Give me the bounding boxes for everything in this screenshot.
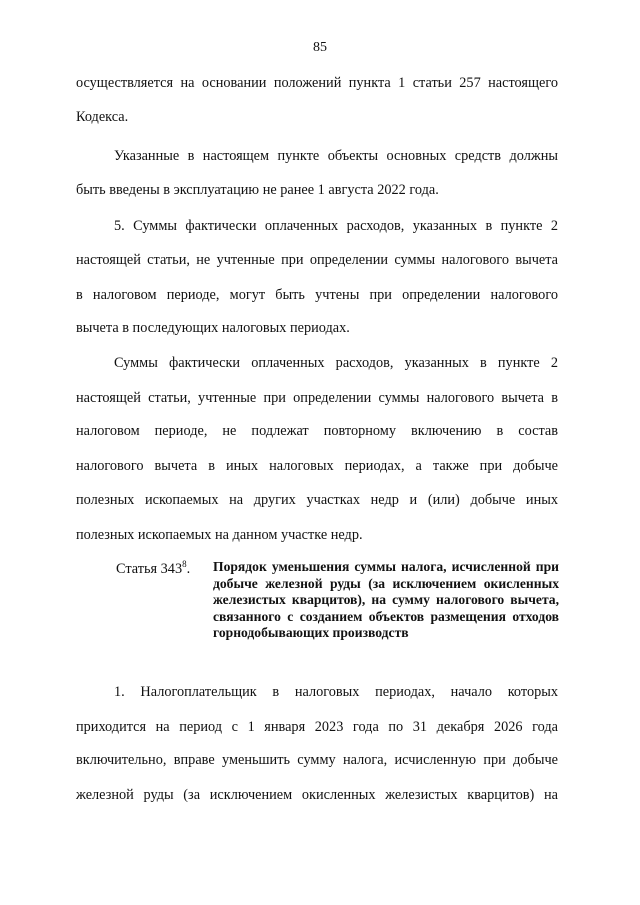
text-line-2: Кодекса. [76,109,129,125]
text-line-3: Указанные в настоящем пункте объекты основных средств должны [114,148,558,164]
text-line-12: налогового вычета в иных налоговых периодах, а также при добыче [76,458,558,474]
text-line-4: быть введены в эксплуатацию не ранее 1 августа 2022 года. [76,182,439,198]
article-label [116,559,190,578]
article-label-suffix: . [186,561,191,577]
article-title: Порядок уменьшения суммы налога, исчисленной при добыче железной руды (за исключением окисленных железистых кварцитов), на сумму налогового вычета, связанного с созданием объектов размещения отходов горнодобывающих производств [213,559,559,640]
text-line-15: 1. Налогоплательщик в налоговых периодах, начало которых [114,684,558,700]
text-line-5: 5. Суммы фактически оплаченных расходов, указанных в пункте 2 [114,218,558,234]
text-line-11: налоговом периоде, не подлежат повторному включению в состав [76,423,558,439]
article-label-text: Статья 343 [116,561,183,577]
text-line-8: вычета в последующих налоговых периодах. [76,320,350,336]
text-line-14: полезных ископаемых на данном участке недр. [76,527,363,543]
text-line-7: в налоговом периоде, могут быть учтены при определении налогового [76,287,558,303]
text-line-1: осуществляется на основании положений пункта 1 статьи 257 настоящего [76,75,558,91]
text-line-10: настоящей статьи, учтенные при определении суммы налогового вычета в [76,390,558,406]
text-line-16: приходится на период с 1 января 2023 года по 31 декабря 2026 года [76,719,558,735]
text-line-18: железной руды (за исключением окисленных железистых кварцитов) на [76,787,558,803]
page-number: 85 [313,40,327,55]
text-line-9: Суммы фактически оплаченных расходов, указанных в пункте 2 [114,355,558,371]
article-superscript: 8 [182,559,187,569]
text-line-13: полезных ископаемых на других участках недр и (или) добыче иных [76,492,558,508]
text-line-6: настоящей статьи, не учтенные при определении суммы налогового вычета [76,252,558,268]
text-line-17: включительно, вправе уменьшить сумму налога, исчисленную при добыче [76,752,558,768]
